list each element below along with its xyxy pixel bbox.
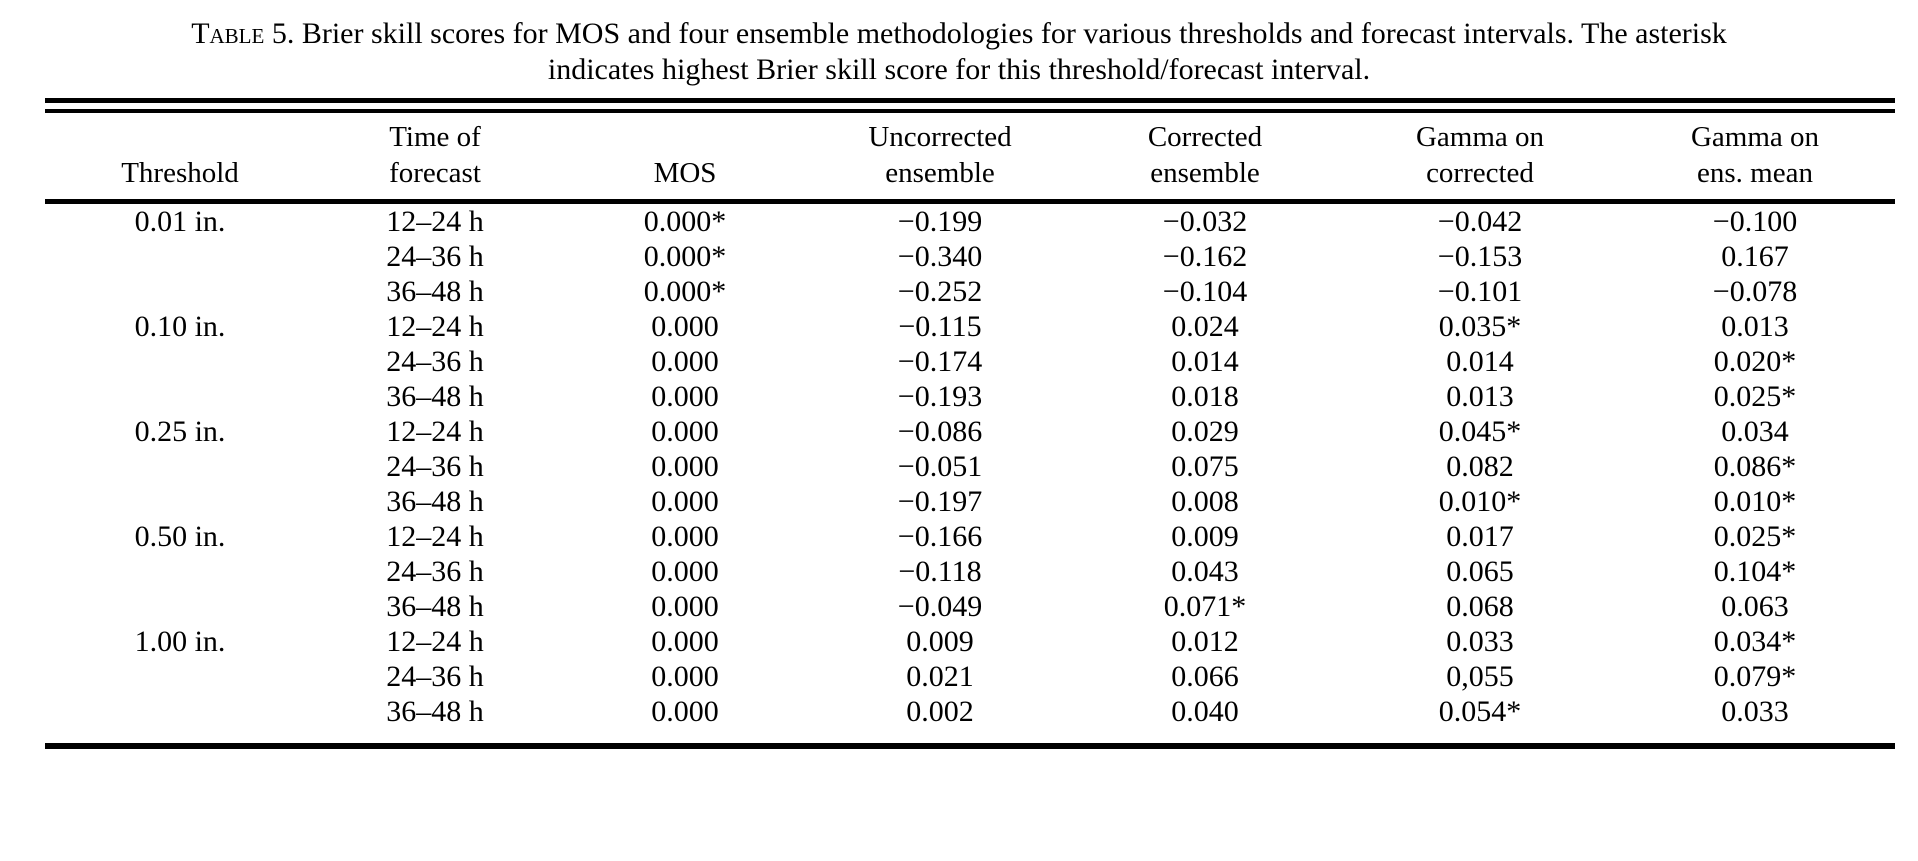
- gamma-corrected-cell: 0.054*: [1438, 695, 1522, 728]
- threshold-cell: [45, 589, 315, 624]
- table-row: [45, 694, 1895, 729]
- mos-cell: 0.000: [651, 625, 719, 658]
- gamma-corrected-cell: 0.014: [1446, 345, 1514, 378]
- gamma-corrected-cell: 0.017: [1446, 520, 1514, 553]
- mos-cell: 0.000: [651, 590, 719, 623]
- gamma-ens-mean-cell: 0.167: [1721, 240, 1789, 273]
- gamma-corrected-cell: −0.153: [1437, 240, 1523, 273]
- gamma-ens-mean-cell: 0.013: [1721, 310, 1789, 343]
- mos-cell: 0.000: [651, 415, 719, 448]
- corrected-cell: 0.018: [1171, 380, 1239, 413]
- time-cell: 36–48 h: [386, 485, 484, 518]
- time-cell: 12–24 h: [386, 310, 484, 343]
- mos-cell: 0.000: [651, 345, 719, 378]
- gamma-ens-mean-cell: 0.063: [1721, 590, 1789, 623]
- header-line: MOS: [653, 157, 717, 189]
- caption-line-2: indicates highest Brier skill score for this threshold/forecast interval.: [547, 53, 1371, 86]
- table-row: [45, 309, 1895, 344]
- gamma-corrected-cell: 0.035*: [1438, 310, 1522, 343]
- gamma-ens-mean-cell: 0.079*: [1713, 660, 1797, 693]
- uncorrected-cell: −0.193: [897, 380, 983, 413]
- corrected-cell: 0.066: [1171, 660, 1239, 693]
- gamma-ens-mean-cell: 0.010*: [1713, 485, 1797, 518]
- gamma-ens-mean-cell: 0.034: [1721, 415, 1789, 448]
- mos-cell: 0.000*: [643, 205, 727, 238]
- table-row: [45, 519, 1895, 554]
- time-cell: 12–24 h: [386, 520, 484, 553]
- mos-cell: 0.000: [651, 485, 719, 518]
- header-line: ensemble: [1150, 157, 1260, 189]
- time-cell: 24–36 h: [386, 660, 484, 693]
- header-line: Corrected: [1147, 121, 1263, 153]
- header-line: ensemble: [885, 157, 995, 189]
- table-row: [45, 379, 1895, 414]
- threshold-cell: [45, 379, 315, 414]
- corrected-cell: 0.024: [1171, 310, 1239, 343]
- header-line: Uncorrected: [868, 121, 1012, 153]
- gamma-ens-mean-cell: 0.025*: [1713, 380, 1797, 413]
- table-header: [45, 113, 1895, 202]
- uncorrected-cell: 0.021: [906, 660, 974, 693]
- threshold-cell: [45, 344, 315, 379]
- header-line: ens. mean: [1697, 157, 1813, 189]
- gamma-ens-mean-cell: 0.034*: [1713, 625, 1797, 658]
- header-gamma-on-corrected: [1345, 113, 1615, 202]
- gamma-corrected-cell: 0.068: [1446, 590, 1514, 623]
- header-row: [45, 113, 1895, 202]
- time-cell: 24–36 h: [386, 240, 484, 273]
- header-time-of-forecast: [315, 113, 555, 202]
- threshold-cell: 0.50 in.: [134, 520, 226, 553]
- header-uncorrected-ensemble: [815, 113, 1065, 202]
- gamma-corrected-cell: 0.013: [1446, 380, 1514, 413]
- brier-skill-score-table: [45, 98, 1895, 749]
- header-line: Threshold: [121, 157, 239, 189]
- table-body: [45, 202, 1895, 730]
- caption-line-1: [79, 16, 1839, 52]
- time-cell: 24–36 h: [386, 345, 484, 378]
- corrected-cell: −0.104: [1162, 275, 1248, 308]
- threshold-cell: [45, 484, 315, 519]
- threshold-cell: [45, 449, 315, 484]
- mos-cell: 0.000: [651, 380, 719, 413]
- table-row: [45, 589, 1895, 624]
- table-row: [45, 344, 1895, 379]
- corrected-cell: 0.040: [1171, 695, 1239, 728]
- header-line: Gamma on: [1690, 121, 1820, 153]
- uncorrected-cell: −0.118: [898, 555, 982, 588]
- table-row: [45, 239, 1895, 274]
- gamma-ens-mean-cell: 0.086*: [1713, 450, 1797, 483]
- uncorrected-cell: −0.115: [898, 310, 982, 343]
- uncorrected-cell: −0.051: [897, 450, 983, 483]
- gamma-corrected-cell: −0.101: [1437, 275, 1523, 308]
- table-top-rule: [45, 98, 1895, 113]
- header-corrected-ensemble: [1065, 113, 1345, 202]
- time-cell: 36–48 h: [386, 695, 484, 728]
- corrected-cell: −0.162: [1162, 240, 1248, 273]
- corrected-cell: 0.043: [1171, 555, 1239, 588]
- time-cell: 36–48 h: [386, 275, 484, 308]
- gamma-corrected-cell: 0.033: [1446, 625, 1514, 658]
- time-cell: 12–24 h: [386, 205, 484, 238]
- data-table: [45, 113, 1895, 729]
- threshold-cell: [45, 659, 315, 694]
- header-line: Time of: [389, 121, 481, 153]
- threshold-cell: [45, 694, 315, 729]
- table-row: [45, 274, 1895, 309]
- corrected-cell: 0.008: [1171, 485, 1239, 518]
- threshold-cell: [45, 274, 315, 309]
- table-row: [45, 484, 1895, 519]
- time-cell: 24–36 h: [386, 555, 484, 588]
- gamma-ens-mean-cell: −0.100: [1712, 205, 1798, 238]
- gamma-corrected-cell: 0.082: [1446, 450, 1514, 483]
- time-cell: 36–48 h: [386, 590, 484, 623]
- corrected-cell: 0.075: [1171, 450, 1239, 483]
- gamma-corrected-cell: 0,055: [1446, 660, 1514, 693]
- uncorrected-cell: −0.252: [897, 275, 983, 308]
- gamma-corrected-cell: 0.010*: [1438, 485, 1522, 518]
- table-number-label: Table 5.: [191, 17, 295, 50]
- gamma-ens-mean-cell: 0.104*: [1713, 555, 1797, 588]
- gamma-corrected-cell: −0.042: [1437, 205, 1523, 238]
- uncorrected-cell: −0.166: [897, 520, 983, 553]
- mos-cell: 0.000: [651, 660, 719, 693]
- table-caption: [79, 16, 1839, 88]
- time-cell: 36–48 h: [386, 380, 484, 413]
- header-line: forecast: [389, 157, 481, 189]
- table-row: [45, 659, 1895, 694]
- mos-cell: 0.000: [651, 450, 719, 483]
- caption-text-1: Brier skill scores for MOS and four ensemble methodologies for various thresholds and forecast intervals. The asterisk: [294, 17, 1727, 50]
- gamma-corrected-cell: 0.045*: [1438, 415, 1522, 448]
- uncorrected-cell: −0.340: [897, 240, 983, 273]
- table-bottom-rule: [45, 743, 1895, 749]
- corrected-cell: 0.009: [1171, 520, 1239, 553]
- threshold-cell: 0.01 in.: [134, 205, 226, 238]
- gamma-corrected-cell: 0.065: [1446, 555, 1514, 588]
- corrected-cell: 0.029: [1171, 415, 1239, 448]
- mos-cell: 0.000: [651, 695, 719, 728]
- corrected-cell: 0.012: [1171, 625, 1239, 658]
- threshold-cell: [45, 239, 315, 274]
- threshold-cell: 1.00 in.: [134, 625, 226, 658]
- gamma-ens-mean-cell: −0.078: [1712, 275, 1798, 308]
- time-cell: 12–24 h: [386, 625, 484, 658]
- uncorrected-cell: 0.002: [906, 695, 974, 728]
- mos-cell: 0.000: [651, 310, 719, 343]
- uncorrected-cell: −0.086: [897, 415, 983, 448]
- header-mos: [555, 113, 815, 202]
- table-row: [45, 449, 1895, 484]
- gamma-ens-mean-cell: 0.033: [1721, 695, 1789, 728]
- corrected-cell: 0.071*: [1163, 590, 1247, 623]
- table-row: [45, 554, 1895, 589]
- time-cell: 12–24 h: [386, 415, 484, 448]
- table-row: [45, 624, 1895, 659]
- header-line: corrected: [1426, 157, 1534, 189]
- header-gamma-on-ens-mean: [1615, 113, 1895, 202]
- threshold-cell: 0.10 in.: [134, 310, 226, 343]
- mos-cell: 0.000*: [643, 240, 727, 273]
- uncorrected-cell: 0.009: [906, 625, 974, 658]
- header-line: Gamma on: [1415, 121, 1545, 153]
- mos-cell: 0.000: [651, 520, 719, 553]
- gamma-ens-mean-cell: 0.025*: [1713, 520, 1797, 553]
- header-threshold: [45, 113, 315, 202]
- time-cell: 24–36 h: [386, 450, 484, 483]
- uncorrected-cell: −0.197: [897, 485, 983, 518]
- gamma-ens-mean-cell: 0.020*: [1713, 345, 1797, 378]
- mos-cell: 0.000*: [643, 275, 727, 308]
- threshold-cell: [45, 554, 315, 589]
- uncorrected-cell: −0.174: [897, 345, 983, 378]
- threshold-cell: 0.25 in.: [134, 415, 226, 448]
- table-row: [45, 414, 1895, 449]
- corrected-cell: −0.032: [1162, 205, 1248, 238]
- corrected-cell: 0.014: [1171, 345, 1239, 378]
- mos-cell: 0.000: [651, 555, 719, 588]
- uncorrected-cell: −0.049: [897, 590, 983, 623]
- uncorrected-cell: −0.199: [897, 205, 983, 238]
- table-row: [45, 202, 1895, 240]
